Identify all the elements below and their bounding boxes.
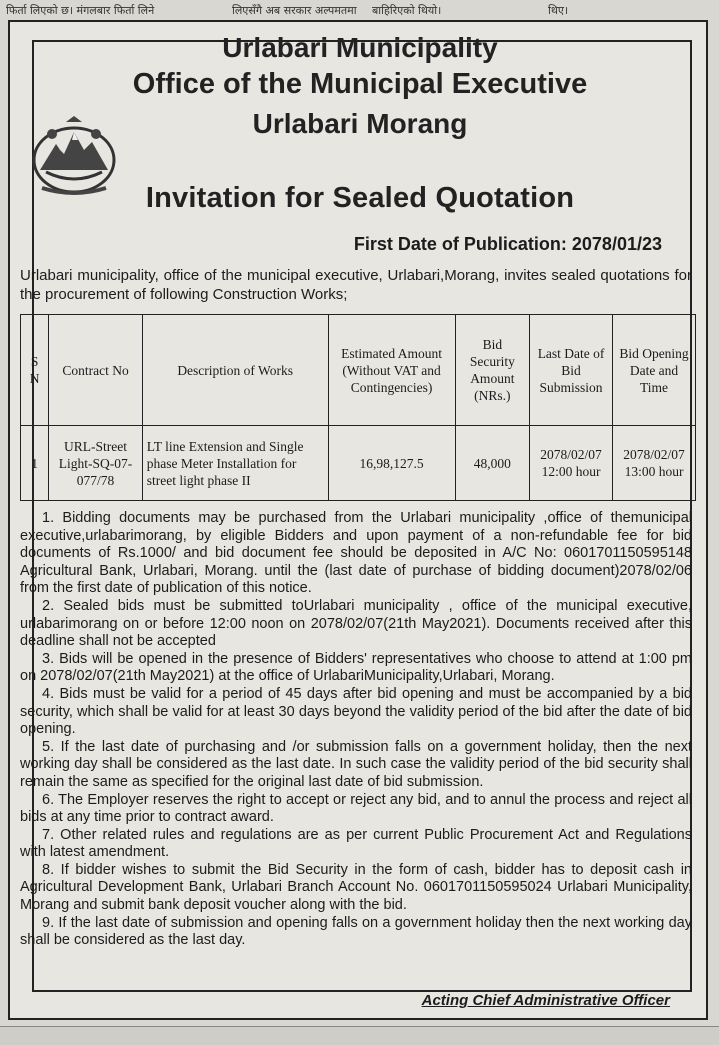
cell-sn: 1 xyxy=(21,426,49,501)
office-name: Office of the Municipal Executive xyxy=(132,68,588,100)
clause-6: 6. The Employer reserves the right to accept or reject any bid, and to annul the process and reject all bids at any time prior to contract award. xyxy=(20,791,692,826)
clause-9: 9. If the last date of submission and opening falls on a government holiday then the next working day shall be considered as the last day. xyxy=(20,914,692,949)
header-sn: S N xyxy=(21,315,49,426)
top-strip-text-right: थिए। xyxy=(548,4,569,17)
intro-paragraph: Urlabari municipality, office of the municipal executive, Urlabari,Morang, invites sealed quotations for the procurement of following Construction Works; xyxy=(20,267,692,303)
cell-description: LT line Extension and Single phase Meter Installation for street light phase II xyxy=(142,426,328,501)
works-table xyxy=(20,314,696,501)
newspaper-bottom-strip xyxy=(0,1026,719,1045)
clauses-list xyxy=(20,510,692,950)
top-strip-text-mid: लिएसँगै अब सरकार अल्पमतमा xyxy=(232,4,357,17)
cell-bid-security: 48,000 xyxy=(455,426,530,501)
clause-1: 1. Bidding documents may be purchased from the Urlabari municipality ,office of themunicipal executive,urlabarimorang, by eligible Bidders and upon payment of a non-refundable fee for bid documents of Rs.1000/ and bid document fee should be deposited in A/C No: 0601701150595148 Agricultural Bank, Urlabari, Morang. until the (last date of purchase of bidding document)2078/02/06 from the first date of publication of this notice. xyxy=(20,510,692,597)
cell-opening: 2078/02/07 13:00 hour xyxy=(613,426,696,501)
header-opening: Bid Opening Date and Time xyxy=(613,315,696,426)
clause-3: 3. Bids will be opened in the presence of Bidders' representatives who choose to attend at 1:00 pm on 2078/02/07(21th May2021) at the office of UrlabariMunicipality,Urlabari, Morang. xyxy=(20,650,692,685)
org-name: Urlabari Municipality xyxy=(222,32,498,63)
cell-last-date: 2078/02/07 12:00 hour xyxy=(530,426,613,501)
notice-title: Invitation for Sealed Quotation xyxy=(145,182,575,214)
clause-5: 5. If the last date of purchasing and /or submission falls on a government holiday, then the next working day shall be considered as the last date. In such case the validity period of the bid security shall remain the same as specified for the original last date of bid submission. xyxy=(20,738,692,790)
clause-7: 7. Other related rules and regulations are as per current Public Procurement Act and Regulations with latest amendment. xyxy=(20,826,692,861)
table-header-row xyxy=(21,315,696,426)
clause-4: 4. Bids must be valid for a period of 45 days after bid opening and must be accompanied by a bid security, which shall be valid for at least 30 days beyond the validity period of the bid after the date of bid opening. xyxy=(20,685,692,738)
header-contract-no: Contract No xyxy=(49,315,142,426)
table-row xyxy=(21,426,696,501)
org-location: Urlabari Morang xyxy=(252,108,468,139)
top-strip-text-left: फिर्ता लिएको छ। मंगलबार फिर्ता लिने xyxy=(6,4,155,17)
header-bid-security: Bid Security Amount (NRs.) xyxy=(455,315,530,426)
newspaper-top-strip xyxy=(0,0,719,20)
clause-2: 2. Sealed bids must be submitted toUrlabari municipality , office of the municipal executive, urlabarimorang on or before 12:00 noon on 2078/02/07(21th May2021). Documents received after this deadline shall not be accepted xyxy=(20,597,692,650)
cell-contract-no: URL-Street Light-SQ-07-077/78 xyxy=(49,426,142,501)
clause-8: 8. If bidder wishes to submit the Bid Security in the form of cash, bidder has to deposit cash in Agricultural Development Bank, Urlabari Branch Account No. 0601701150595024 Urlabari Municipality, Morang and submit bank deposit voucher along with the bid. xyxy=(20,861,692,914)
publication-date: First Date of Publication: 2078/01/23 xyxy=(353,234,662,254)
tender-notice xyxy=(8,20,708,1020)
header-description: Description of Works xyxy=(142,315,328,426)
top-strip-text-mid2: बाहिरिएको थियो। xyxy=(372,4,442,17)
cell-estimated-amount: 16,98,127.5 xyxy=(328,426,455,501)
header-last-date: Last Date of Bid Submission xyxy=(530,315,613,426)
signature-line: Acting Chief Administrative Officer xyxy=(421,992,670,1009)
header-estimated-amount: Estimated Amount (Without VAT and Contingencies) xyxy=(328,315,455,426)
